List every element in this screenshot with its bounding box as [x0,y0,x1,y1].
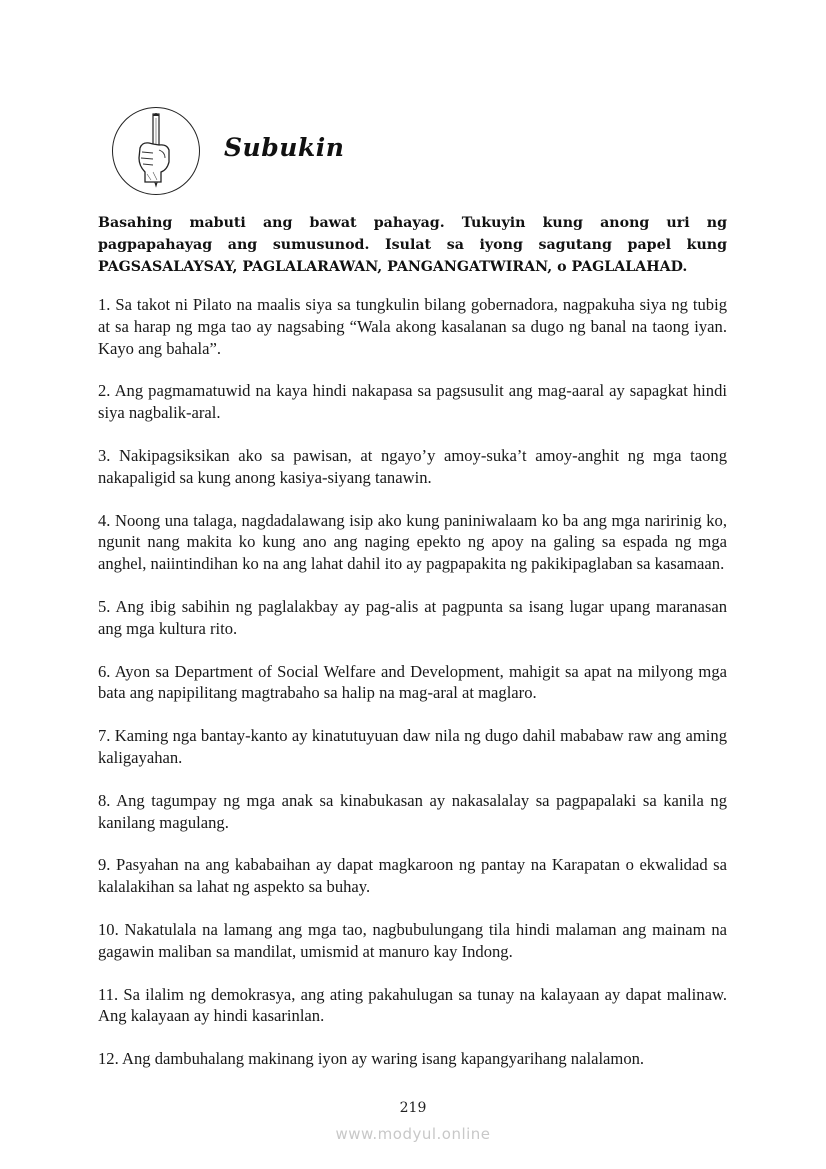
question-item: 8. Ang tagumpay ng mga anak sa kinabukasan ay nakasalalay sa pagpapalaki sa kanila ng kanilang magulang. [98,790,727,832]
question-item: 5. Ang ibig sabihin ng paglalakbay ay pag-alis at pagpunta sa isang lugar upang maranasan ang mga kultura rito. [98,596,727,638]
question-list [98,294,727,1070]
question-item: 2. Ang pagmamatuwid na kaya hindi nakapasa sa pagsusulit ang mag-aaral ay sapagkat hindi siya nagbalik-aral. [98,381,727,423]
page-number: 219 [399,1100,427,1116]
question-item: 10. Nakatulala na lamang ang mga tao, nagbubulungang tila hindi malaman ang mainam na gagawin maliban sa mandilat, umismid at manuro kay Indong. [98,919,727,961]
question-item: 9. Pasyahan na ang kababaihan ay dapat magkaroon ng pantay na Karapatan o ekwalidad sa kalalakihan sa lahat ng aspekto sa buhay. [98,855,727,897]
question-item: 11. Sa ilalim ng demokrasya, ang ating pakahulugan sa tunay na kalayaan ay dapat malinaw. Ang kalayaan ay hindi kasarinlan. [98,984,727,1026]
hand-holding-pencil-icon [112,107,200,195]
section-header [112,105,200,197]
page-title: Subukin [224,133,345,162]
question-item: 7. Kaming nga bantay-kanto ay kinatutuyuan daw nila ng dugo dahil mababaw raw ang aming kaligayahan. [98,726,727,767]
question-item: 6. Ayon sa Department of Social Welfare and Development, mahigit sa apat na milyong mga bata ang napipilitang magtrabaho sa halip na mag-aral at maglaro. [98,661,727,703]
question-item: 3. Nakipagsiksikan ako sa pawisan, at ngayo’y amoy-suka’t amoy-anghit ng mga taong nakapaligid sa kung anong kasiya-siyang tanawin. [98,445,727,487]
question-item: 4. Noong una talaga, nagdadalawang isip ako kung paniniwalaam ko ba ang mga naririnig ko, ngunit nang makita ko kung ano ang naging epekto ng apoy na galing sa espada ng mga anghel, naiintindihan ko na ang lahat dahil ito ay pagpapakita ng pakikipaglaban sa kasamaan. [98,510,727,574]
watermark: www.modyul.online [335,1125,491,1143]
instructions: Basahing mabuti ang bawat pahayag. Tukuyin kung anong uri ng pagpapahayag ang sumusunod. Isulat sa iyong sagutang papel kung PAGSASALAYSAY, PAGLALARAWAN, PANGANGATWIRAN, o PAGLALAHAD. [98,215,727,275]
question-item: 1. Sa takot ni Pilato na maalis siya sa tungkulin bilang gobernadora, nagpakuha siya ng tubig at sa harap ng mga tao ay nagsabing “Wala akong kasalanan sa dugo ng banal na taong iyan. Kayo ang bahala”. [98,295,727,358]
question-item: 12. Ang dambuhalang makinang iyon ay waring isang kapangyarihang nalalamon. [98,1049,645,1069]
